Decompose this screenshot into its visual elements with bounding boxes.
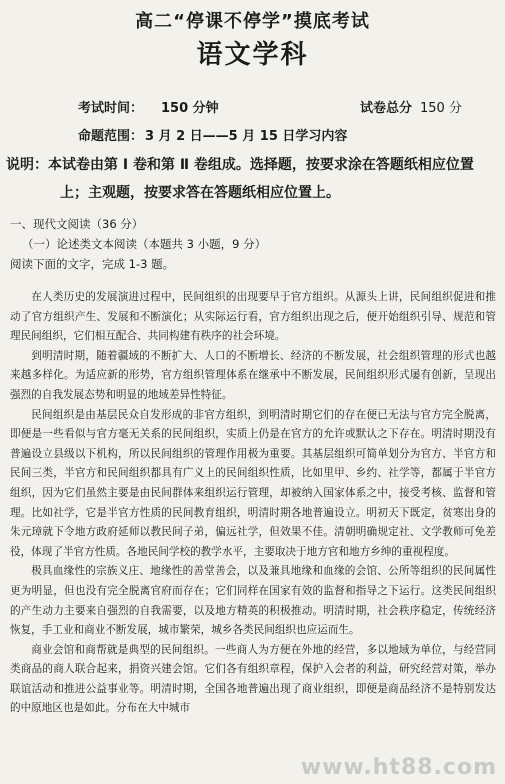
instructions-line-1: 说明：本试卷由第 Ⅰ 卷和第 Ⅱ 卷组成。选择题，按要求涂在答题纸相应位置 <box>6 157 474 173</box>
exam-time-label: 考试时间： <box>78 101 144 116</box>
watermark: www.ht88.com <box>300 755 497 780</box>
section-heading: 一、现代文阅读（36 分） <box>10 217 144 231</box>
exam-title: 高二“停课不停学”摸底考试 <box>135 11 370 32</box>
total-score <box>360 97 462 116</box>
passage-paragraph: 在人类历史的发展演进过程中，民间组织的出现要早于官方组织。从源头上讲，民间组织促进和推动了官方组织产生、发展和不断演化；从实际运行看，官方组织出现之后，便开始组织引导、规范和管理民间组织，它们相互配合、共同构建有秩序的社会环境。 <box>10 291 496 343</box>
total-score-value: 150 分 <box>420 101 462 116</box>
exam-range <box>78 125 347 144</box>
passage <box>10 288 496 719</box>
passage-paragraph: 商业会馆和商帮就是典型的民间组织。一些商人为方便在外地的经营，多以地域为单位，与经营同类商品的商人联合起来，捐资兴建会馆。它们各有组织章程，保护入会者的利益，研究经营对策，举办联谊活动和推进公益事业等。明清时期，全国各地普遍出现了商业组织，即便是商品经济不是特别发达的中原地区也是如此。分布在大中城市 <box>10 643 496 715</box>
exam-time <box>78 97 219 116</box>
reading-prompt: 阅读下面的文字，完成 1-3 题。 <box>10 257 175 271</box>
exam-time-value: 150 分钟 <box>161 101 219 116</box>
subsection-heading: （一）论述类文本阅读（本题共 3 小题，9 分） <box>22 237 267 251</box>
subject-title: 语文学科 <box>196 40 309 70</box>
passage-paragraph: 极具血缘性的宗族义庄、地缘性的善堂善会，以及兼具地缘和血缘的会馆、公所等组织的民间属性更为明显，但也没有完全脱离官府而存在；它们同样在国家有效的监督和指导之下运行。这类民间组织的产生动力主要来自强烈的自我需要，以及地方精英的积极推动。明清时期，社会秩序稳定，传统经济恢复，手工业和商业不断发展，城市繁荣，城乡各类民间组织也应运而生。 <box>10 565 496 637</box>
passage-paragraph: 到明清时期，随着疆域的不断扩大、人口的不断增长、经济的不断发展，社会组织管理的形式也越来越多样化。为适应新的形势，官方组织管理体系在继承中不断发展，民间组织形式屡有创新，呈现出强烈的自我发展态势和明显的地域差异性特征。 <box>10 349 496 401</box>
exam-range-value: 3 月 2 日——5 月 15 日学习内容 <box>145 129 348 144</box>
exam-range-label: 命题范围： <box>78 129 144 144</box>
passage-paragraph: 民间组织是由基层民众自发形成的非官方组织，到明清时期它们的存在便已无法与官方完全脱离，即便是一些看似与官方毫无关系的民间组织，实质上仍是在官方的允许或默认之下存在。明清时期没有普遍设立县级以下机构，所以民间组织的管理作用极为重要。其基层组织可简单划分为官方、半官方和民间三类，半官方和民间组织都具有广义上的民间组织性质，比如里甲、乡约、社学等，都属于半官方组织，因为它们虽然主要是由民间群体来组织运行管理，却被纳入国家体系之中，接受考核、监督和管理。比如社学，它是半官方性质的民间教育组织，明清时期各地普遍设立。明初天下既定，贫寒出身的朱元璋就下令地方政府延师以教民间子弟，偏远社学，但效果不佳。清朝明确规定社、文学教师可免差役，体现了半官方性质。各地民间学校的教学水平，主要取决于地方官和地方乡绅的重视程度。 <box>10 408 496 558</box>
total-score-label: 试卷总分 <box>360 101 413 116</box>
instructions-line-2: 上；主观题，按要求答在答题纸相应位置上。 <box>60 185 340 201</box>
